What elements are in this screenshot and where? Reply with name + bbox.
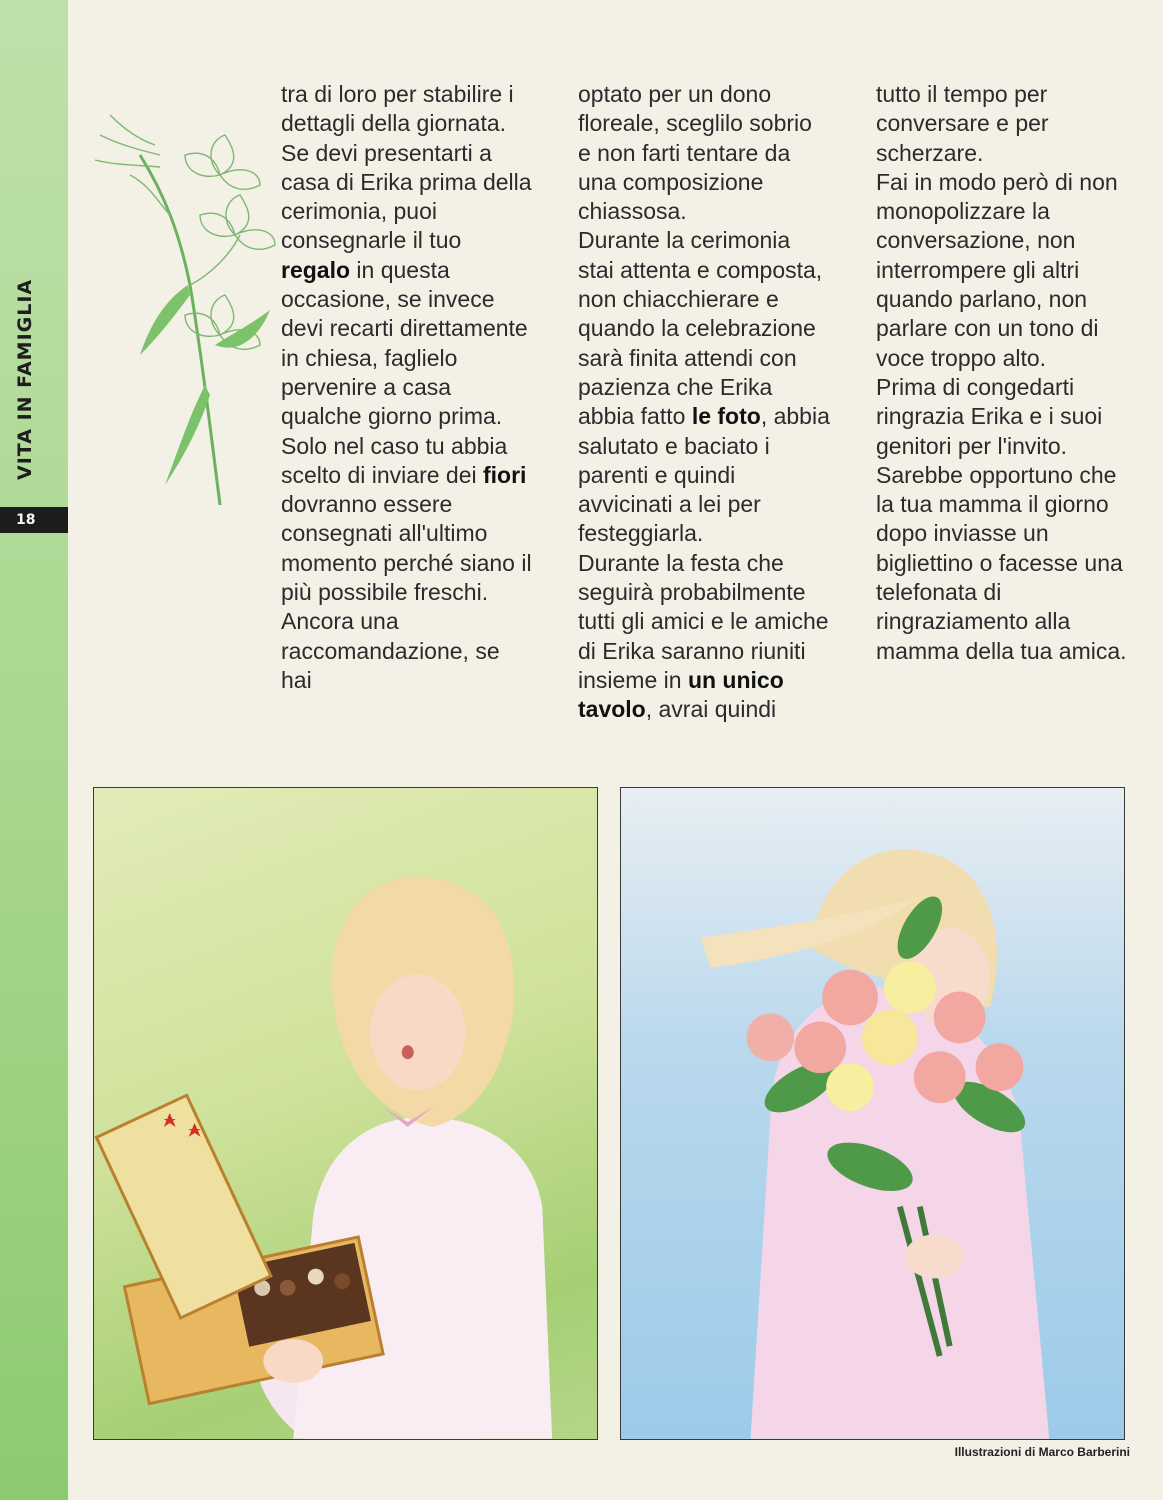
illustration-credit: Illustrazioni di Marco Barberini bbox=[954, 1445, 1130, 1459]
girl-chocolate-illustration-icon bbox=[94, 788, 597, 1439]
article-column-2 bbox=[578, 80, 830, 725]
paragraph: tra di loro per stabilire i dettagli della giornata. bbox=[281, 81, 514, 137]
section-label bbox=[14, 440, 36, 480]
illustration-girl-with-chocolate-box bbox=[93, 787, 598, 1440]
paragraph: tutto il tempo per conversare e per scherzare. bbox=[876, 81, 1049, 166]
section-color-band bbox=[0, 0, 68, 1500]
paragraph: optato per un dono floreale, sceglilo sobrio e non farti tentare da una composizione chiassosa. bbox=[578, 81, 812, 225]
paragraph: Se devi presentarti a casa di Erika prima della cerimonia, puoi consegnarle il tuo regalo in questa occasione, se invece devi recarti direttamente in chiesa, faglielo pervenire a casa qualche giorno prima. bbox=[281, 139, 532, 430]
girl-roses-illustration-icon bbox=[621, 788, 1124, 1439]
paragraph: Durante la festa che seguirà probabilmente tutti gli amici e le amiche di Erika saranno riuniti insieme in un unico tavolo, avrai quindi bbox=[578, 549, 829, 723]
paragraph: Prima di congedarti ringrazia Erika e i suoi genitori per l'invito. Sarebbe opportuno che la tua mamma il giorno dopo inviasse un bigliettino o facesse una telefonata di ringraziamento alla mamma della tua amica. bbox=[876, 373, 1127, 664]
paragraph: Ancora una raccomandazione, se hai bbox=[281, 608, 500, 693]
paragraph: Solo nel caso tu abbia scelto di inviare dei fiori dovranno essere consegnati all'ultimo momento perché siano il più possibile freschi. bbox=[281, 432, 532, 606]
article-column-3 bbox=[876, 80, 1128, 666]
page-number: 18 bbox=[0, 507, 68, 533]
article-column-1 bbox=[281, 80, 533, 695]
paragraph: Durante la cerimonia stai attenta e composta, non chiacchierare e quando la celebrazione sarà finita attendi con pazienza che Erika abbia fatto le foto, abbia salutato e baciato i parenti e quindi avvicinati a lei per festeggiarla. bbox=[578, 227, 830, 547]
lily-decoration-icon bbox=[70, 85, 280, 515]
illustration-girl-with-rose-bouquet bbox=[620, 787, 1125, 1440]
paragraph: Fai in modo però di non monopolizzare la conversazione, non interrompere gli altri quando parlano, non parlare con un tono di voce troppo alto. bbox=[876, 168, 1118, 371]
